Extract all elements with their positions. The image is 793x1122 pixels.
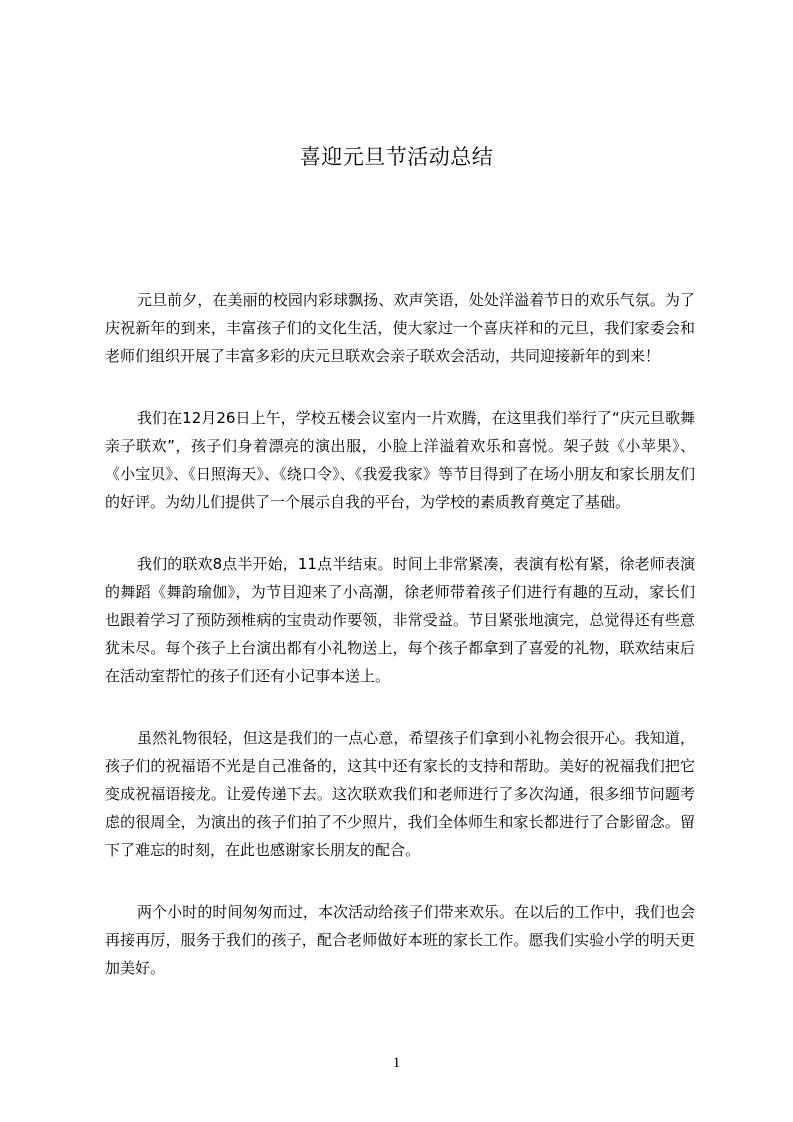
paragraph-3: 我们的联欢8点半开始，11点半结束。时间上非常紧凑，表演有松有紧，徐老师表演的舞蹈《舞韵瑜伽》，为节目迎来了小高潮，徐老师带着孩子们进行有趣的互动，家长们也跟着学习了预防颈椎病的宝贵动作要领，非常受益。节目紧张地演完，总觉得还有些意犹未尽。每个孩子上台演出都有小礼物送上，每个孩子都拿到了喜爱的礼物，联欢结束后在活动室帮忙的孩子们还有小记事本送上。 — [105, 555, 695, 685]
paragraph-5: 两个小时的时间匆匆而过，本次活动给孩子们带来欢乐。在以后的工作中，我们也会再接再厉，服务于我们的孩子，配合老师做好本班的家长工作。愿我们实验小学的明天更加美好。 — [105, 903, 695, 977]
paragraph-1: 元旦前夕，在美丽的校园内彩球飘扬、欢声笑语，处处洋溢着节日的欢乐气氛。为了庆祝新年的到来，丰富孩子们的文化生活，使大家过一个喜庆祥和的元旦，我们家委会和老师们组织开展了丰富多彩的庆元旦联欢会亲子联欢会活动，共同迎接新年的到来！ — [105, 291, 695, 365]
document-body — [105, 286, 695, 1016]
page-number: 1 — [392, 1055, 401, 1071]
paragraph-4: 虽然礼物很轻，但这是我们的一点心意，希望孩子们拿到小礼物会很开心。我知道，孩子们的祝福语不光是自己准备的，这其中还有家长的支持和帮助。美好的祝福我们把它变成祝福语接龙。让爱传递下去。这次联欢我们和老师进行了多次沟通，很多细节问题考虑的很周全，为演出的孩子们拍了不少照片，我们全体师生和家长都进行了合影留念。留下了难忘的时刻，在此也感谢家长朋友的配合。 — [105, 729, 695, 859]
document-title: 喜迎元旦节活动总结 — [299, 145, 494, 169]
paragraph-2: 我们在12月26日上午，学校五楼会议室内一片欢腾，在这里我们举行了“庆元旦歌舞亲子联欢”，孩子们身着漂亮的演出服，小脸上洋溢着欢乐和喜悦。架子鼓《小苹果》、《小宝贝》、《日照海天》、《绕口令》、《我爱我家》等节目得到了在场小朋友和家长朋友们的好评。为幼儿们提供了一个展示自我的平台，为学校的素质教育奠定了基础。 — [105, 409, 695, 511]
